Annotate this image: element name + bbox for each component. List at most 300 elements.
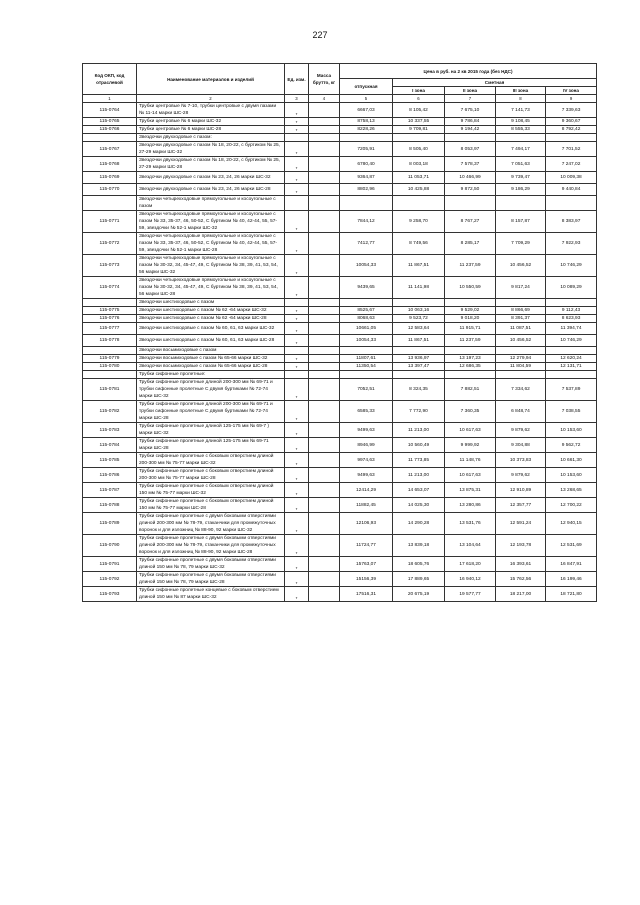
empty-cell bbox=[393, 196, 445, 211]
price-zone-1: 14 653,07 bbox=[393, 483, 445, 498]
item-name: Звездочки двухходовые с пазом № 23, 24, 26 марки ШС-32 bbox=[137, 172, 285, 184]
price-zone-2: 8 767,27 bbox=[445, 211, 496, 233]
item-name: Звездочки шестиходовые с пазом № 60, 61, 63 марки ШС-28 bbox=[137, 335, 285, 347]
item-mass bbox=[309, 233, 340, 255]
price-release: 6667,03 bbox=[340, 103, 393, 118]
price-zone-4: 10 089,29 bbox=[546, 277, 597, 299]
item-mass bbox=[309, 468, 340, 483]
price-zone-1: 11 213,00 bbox=[393, 423, 445, 438]
price-zone-2: 9 018,20 bbox=[445, 315, 496, 323]
price-zone-4: 10 661,30 bbox=[546, 453, 597, 468]
price-release: 9974,63 bbox=[340, 453, 393, 468]
group-header-row bbox=[83, 371, 597, 379]
item-code: 115-0773 bbox=[83, 255, 137, 277]
item-name: Трубки центровые № 7-10, трубки центровые с двумя пазами № 11-14 марки ШС-28 bbox=[137, 103, 285, 118]
header-zone-1: I зона bbox=[393, 87, 445, 95]
table-row bbox=[83, 103, 597, 118]
price-zone-3: 10 373,83 bbox=[496, 453, 546, 468]
price-release: 8228,26 bbox=[340, 126, 393, 134]
price-zone-2: 8 285,17 bbox=[445, 233, 496, 255]
item-code: 115-0774 bbox=[83, 277, 137, 299]
item-unit: т bbox=[285, 211, 309, 233]
price-zone-1: 17 889,65 bbox=[393, 572, 445, 587]
empty-cell bbox=[309, 299, 340, 307]
item-name: Трубки сифонные пролетные концевые с боковым отверстием длиной 150 мм № 87 марки ШС-32 bbox=[137, 587, 285, 602]
price-zone-4: 11 394,74 bbox=[546, 323, 597, 335]
item-code: 115-0764 bbox=[83, 103, 137, 118]
price-zone-3: 7 709,29 bbox=[496, 233, 546, 255]
price-zone-1: 18 605,76 bbox=[393, 557, 445, 572]
price-zone-4: 13 268,65 bbox=[546, 483, 597, 498]
price-release: 12106,93 bbox=[340, 513, 393, 535]
empty-cell bbox=[445, 371, 496, 379]
empty-cell bbox=[340, 299, 393, 307]
item-mass bbox=[309, 184, 340, 196]
item-unit: т bbox=[285, 126, 309, 134]
price-zone-4: 10 153,60 bbox=[546, 468, 597, 483]
empty-cell bbox=[496, 134, 546, 142]
price-zone-2: 16 940,12 bbox=[445, 572, 496, 587]
item-mass bbox=[309, 483, 340, 498]
item-code: 115-0789 bbox=[83, 513, 137, 535]
price-zone-2: 7 882,51 bbox=[445, 379, 496, 401]
price-zone-1: 13 936,97 bbox=[393, 355, 445, 363]
price-zone-1: 8 105,42 bbox=[393, 103, 445, 118]
table-row bbox=[83, 513, 597, 535]
price-release: 10054,33 bbox=[340, 335, 393, 347]
item-name: Звездочки четырехходовые прямоугольные и косоугольные с пазом № 30-32, 34, 45-47, 49, С буртиком № 38, 39, 41, 53, 54, 56 марки ШС-32 bbox=[137, 255, 285, 277]
item-unit: т bbox=[285, 315, 309, 323]
item-mass bbox=[309, 335, 340, 347]
item-code: 115-0793 bbox=[83, 587, 137, 602]
price-zone-2: 11 148,76 bbox=[445, 453, 496, 468]
price-zone-2: 10 466,99 bbox=[445, 172, 496, 184]
item-mass bbox=[309, 355, 340, 363]
price-zone-1: 13 397,47 bbox=[393, 363, 445, 371]
table-row bbox=[83, 557, 597, 572]
empty-cell bbox=[285, 134, 309, 142]
item-name: Звездочки восьмиходовые с пазом № 65-66 марки ШС-28 bbox=[137, 363, 285, 371]
column-number: 7 bbox=[445, 95, 496, 103]
item-name: Трубки сифонные пролетные длиной 200-300 мм № 69-71 и трубки сифонные пролетные С двумя буртиками № 72-74 марки ШС-28 bbox=[137, 401, 285, 423]
price-zone-2: 7 675,10 bbox=[445, 103, 496, 118]
item-unit: т bbox=[285, 323, 309, 335]
table-row bbox=[83, 438, 597, 453]
price-zone-3: 9 186,29 bbox=[496, 184, 546, 196]
item-unit: т bbox=[285, 142, 309, 157]
item-code: 115-0785 bbox=[83, 453, 137, 468]
price-zone-3: 15 762,56 bbox=[496, 572, 546, 587]
price-zone-3: 12 357,77 bbox=[496, 498, 546, 513]
price-release: 7205,91 bbox=[340, 142, 393, 157]
table-row bbox=[83, 157, 597, 172]
price-zone-4: 18 721,80 bbox=[546, 587, 597, 602]
item-unit: т bbox=[285, 572, 309, 587]
price-release: 15763,07 bbox=[340, 557, 393, 572]
item-mass bbox=[309, 157, 340, 172]
item-name: Звездочки шестиходовые с пазом № 62 -64 марки ШС-32 bbox=[137, 307, 285, 315]
empty-cell bbox=[393, 371, 445, 379]
price-zone-1: 11 773,85 bbox=[393, 453, 445, 468]
table-row bbox=[83, 277, 597, 299]
header-mass: Масса брутто, кг bbox=[309, 64, 340, 95]
item-name: Звездочки четырехходовые прямоугольные и косоугольные с пазом № 33, 35-37, 46, 50-52, С буртиком № 40, 42-44, 55, 57-59, звездочки № 52-1 марки ШС-32 bbox=[137, 211, 285, 233]
item-unit: т bbox=[285, 184, 309, 196]
empty-cell bbox=[340, 347, 393, 355]
table-row bbox=[83, 126, 597, 134]
item-name: Трубки сифонные пролетные длиной 200-300 мм № 69-71 и трубки сифонные пролетные С двумя буртиками № 72-74 марки ШС-32 bbox=[137, 379, 285, 401]
price-release: 9364,87 bbox=[340, 172, 393, 184]
price-zone-3: 8 391,37 bbox=[496, 315, 546, 323]
empty-cell bbox=[546, 196, 597, 211]
price-zone-2: 9 786,84 bbox=[445, 118, 496, 126]
item-name: Трубки центровые № 6 марки ШС-32 bbox=[137, 118, 285, 126]
price-zone-1: 9 258,70 bbox=[393, 211, 445, 233]
price-zone-3: 7 141,73 bbox=[496, 103, 546, 118]
price-zone-4: 9 562,72 bbox=[546, 438, 597, 453]
price-zone-4: 9 440,84 bbox=[546, 184, 597, 196]
item-code: 115-0781 bbox=[83, 379, 137, 401]
price-release: 9499,63 bbox=[340, 423, 393, 438]
item-unit: т bbox=[285, 255, 309, 277]
price-zone-2: 17 618,20 bbox=[445, 557, 496, 572]
price-zone-1: 10 425,88 bbox=[393, 184, 445, 196]
price-zone-4: 16 199,46 bbox=[546, 572, 597, 587]
group-code-cell bbox=[83, 299, 137, 307]
item-code: 115-0775 bbox=[83, 307, 137, 315]
price-zone-2: 13 280,86 bbox=[445, 498, 496, 513]
table-row bbox=[83, 335, 597, 347]
table-row bbox=[83, 211, 597, 233]
group-title: Звездочки восьмиходовые с пазом bbox=[137, 347, 285, 355]
header-zone-4: IV зона bbox=[546, 87, 597, 95]
price-release: 6780,40 bbox=[340, 157, 393, 172]
price-zone-4: 7 339,63 bbox=[546, 103, 597, 118]
column-number: 5 bbox=[340, 95, 393, 103]
price-zone-1: 13 839,18 bbox=[393, 535, 445, 557]
item-code: 115-0776 bbox=[83, 315, 137, 323]
price-zone-1: 20 675,19 bbox=[393, 587, 445, 602]
item-code: 115-0765 bbox=[83, 118, 137, 126]
item-name: Звездочки двухходовые с пазом № 23, 24, 26 марки ШС-28 bbox=[137, 184, 285, 196]
price-zone-2: 10 550,59 bbox=[445, 277, 496, 299]
table-row bbox=[83, 572, 597, 587]
table-row bbox=[83, 423, 597, 438]
price-zone-2: 9 872,50 bbox=[445, 184, 496, 196]
price-zone-3: 6 848,74 bbox=[496, 401, 546, 423]
price-zone-4: 16 847,91 bbox=[546, 557, 597, 572]
price-release: 8758,13 bbox=[340, 118, 393, 126]
item-name: Звездочки шестиходовые с пазом № 60, 61, 63 марки ШС-32 bbox=[137, 323, 285, 335]
price-zone-2: 11 915,71 bbox=[445, 323, 496, 335]
price-release: 11807,61 bbox=[340, 355, 393, 363]
item-name: Трубки центровые № 6 марки ШС-28 bbox=[137, 126, 285, 134]
price-zone-4: 7 038,55 bbox=[546, 401, 597, 423]
item-unit: т bbox=[285, 498, 309, 513]
item-code: 115-0778 bbox=[83, 335, 137, 347]
price-zone-2: 7 578,37 bbox=[445, 157, 496, 172]
column-number: 3 bbox=[285, 95, 309, 103]
table-row bbox=[83, 315, 597, 323]
item-unit: т bbox=[285, 157, 309, 172]
price-zone-2: 10 617,63 bbox=[445, 468, 496, 483]
price-zone-3: 7 051,63 bbox=[496, 157, 546, 172]
price-zone-1: 11 141,98 bbox=[393, 277, 445, 299]
empty-cell bbox=[546, 134, 597, 142]
empty-cell bbox=[496, 196, 546, 211]
empty-cell bbox=[445, 134, 496, 142]
header-zone-3: III зона bbox=[496, 87, 546, 95]
price-zone-2: 12 686,35 bbox=[445, 363, 496, 371]
price-zone-3: 8 555,33 bbox=[496, 126, 546, 134]
price-zone-3: 7 494,17 bbox=[496, 142, 546, 157]
price-zone-3: 11 804,59 bbox=[496, 363, 546, 371]
price-zone-3: 8 866,69 bbox=[496, 307, 546, 315]
item-code: 115-0770 bbox=[83, 184, 137, 196]
price-zone-1: 14 290,28 bbox=[393, 513, 445, 535]
item-mass bbox=[309, 142, 340, 157]
item-code: 115-0784 bbox=[83, 438, 137, 453]
item-mass bbox=[309, 513, 340, 535]
price-release: 15156,39 bbox=[340, 572, 393, 587]
price-zone-3: 12 279,94 bbox=[496, 355, 546, 363]
price-zone-1: 8 003,18 bbox=[393, 157, 445, 172]
item-unit: т bbox=[285, 307, 309, 315]
price-zone-4: 8 623,93 bbox=[546, 315, 597, 323]
table-row bbox=[83, 142, 597, 157]
price-zone-3: 10 456,52 bbox=[496, 335, 546, 347]
price-zone-1: 7 772,90 bbox=[393, 401, 445, 423]
price-release: 11882,45 bbox=[340, 498, 393, 513]
item-code: 115-0786 bbox=[83, 468, 137, 483]
price-release: 7052,51 bbox=[340, 379, 393, 401]
item-mass bbox=[309, 379, 340, 401]
item-unit: т bbox=[285, 423, 309, 438]
price-release: 9439,65 bbox=[340, 277, 393, 299]
item-code: 115-0768 bbox=[83, 157, 137, 172]
price-release: 9499,63 bbox=[340, 468, 393, 483]
price-zone-4: 7 247,02 bbox=[546, 157, 597, 172]
price-release: 8802,96 bbox=[340, 184, 393, 196]
item-code: 115-0788 bbox=[83, 498, 137, 513]
item-code: 115-0766 bbox=[83, 126, 137, 134]
column-number-row bbox=[83, 95, 597, 103]
item-name: Звездочки четырехходовые прямоугольные и косоугольные с пазом № 33, 35-37, 46, 50-52, С буртиком № 40, 42-44, 55, 57-59, звездочки № 52-1 марки ШС-28 bbox=[137, 233, 285, 255]
price-zone-3: 12 193,78 bbox=[496, 535, 546, 557]
table-row bbox=[83, 363, 597, 371]
item-unit: т bbox=[285, 438, 309, 453]
item-name: Трубки сифонные пролетные длиной 125-175 мм № 69-7 ) марки ШС-32 bbox=[137, 423, 285, 438]
price-table bbox=[82, 63, 597, 602]
item-code: 115-0791 bbox=[83, 557, 137, 572]
item-code: 115-0792 bbox=[83, 572, 137, 587]
item-unit: т bbox=[285, 557, 309, 572]
item-mass bbox=[309, 103, 340, 118]
item-code: 115-0771 bbox=[83, 211, 137, 233]
column-number: 2 bbox=[137, 95, 285, 103]
empty-cell bbox=[496, 299, 546, 307]
price-release: 6585,33 bbox=[340, 401, 393, 423]
price-zone-1: 11 867,51 bbox=[393, 255, 445, 277]
item-name: Трубки сифонные пролетные с боковым отверстием длиной 200-300 мм № 75-77 марки ШС-28 bbox=[137, 468, 285, 483]
item-mass bbox=[309, 172, 340, 184]
empty-cell bbox=[309, 134, 340, 142]
price-zone-4: 10 153,60 bbox=[546, 423, 597, 438]
price-zone-2: 11 237,59 bbox=[445, 335, 496, 347]
price-zone-4: 10 009,38 bbox=[546, 172, 597, 184]
header-price: Цена в руб. на 2 кв 2015 года (без НДС) bbox=[340, 64, 597, 79]
item-name: Трубки сифонные пролетные с боковым отверстием длиной 200-300 мм № 75-77 марки ШС-32 bbox=[137, 453, 285, 468]
price-zone-2: 9 529,02 bbox=[445, 307, 496, 315]
empty-cell bbox=[496, 347, 546, 355]
price-release: 17516,31 bbox=[340, 587, 393, 602]
page-number: 227 bbox=[312, 30, 328, 40]
price-zone-4: 7 922,93 bbox=[546, 233, 597, 255]
item-code: 115-0782 bbox=[83, 401, 137, 423]
price-zone-1: 9 709,81 bbox=[393, 126, 445, 134]
empty-cell bbox=[285, 196, 309, 211]
price-zone-3: 10 456,52 bbox=[496, 255, 546, 277]
price-zone-1: 11 867,51 bbox=[393, 335, 445, 347]
price-release: 7412,77 bbox=[340, 233, 393, 255]
price-release: 8068,63 bbox=[340, 315, 393, 323]
item-mass bbox=[309, 557, 340, 572]
price-zone-4: 12 620,24 bbox=[546, 355, 597, 363]
item-mass bbox=[309, 453, 340, 468]
empty-cell bbox=[393, 134, 445, 142]
price-zone-1: 9 523,72 bbox=[393, 315, 445, 323]
price-zone-4: 12 700,22 bbox=[546, 498, 597, 513]
item-unit: т bbox=[285, 118, 309, 126]
price-zone-2: 8 053,97 bbox=[445, 142, 496, 157]
table-row bbox=[83, 587, 597, 602]
empty-cell bbox=[496, 371, 546, 379]
item-mass bbox=[309, 126, 340, 134]
header-unit: Ед. изм. bbox=[285, 64, 309, 95]
item-name: Звездочки четырехходовые прямоугольные и косоугольные с пазом № 30-32, 34, 45-47, 49, С буртиком № 38, 39, 41, 53, 54, 56 марки ШС-28 bbox=[137, 277, 285, 299]
price-zone-1: 10 560,49 bbox=[393, 438, 445, 453]
item-unit: т bbox=[285, 233, 309, 255]
table-row bbox=[83, 468, 597, 483]
group-title: Звездочки двухходовые с пазом: bbox=[137, 134, 285, 142]
empty-cell bbox=[445, 196, 496, 211]
price-zone-4: 8 383,97 bbox=[546, 211, 597, 233]
item-mass bbox=[309, 572, 340, 587]
item-mass bbox=[309, 307, 340, 315]
table-row bbox=[83, 118, 597, 126]
price-release: 8525,67 bbox=[340, 307, 393, 315]
item-unit: т bbox=[285, 468, 309, 483]
table-row bbox=[83, 483, 597, 498]
column-number: 4 bbox=[309, 95, 340, 103]
item-code: 115-0783 bbox=[83, 423, 137, 438]
empty-cell bbox=[546, 371, 597, 379]
table-row bbox=[83, 379, 597, 401]
empty-cell bbox=[445, 347, 496, 355]
item-mass bbox=[309, 363, 340, 371]
item-mass bbox=[309, 323, 340, 335]
group-code-cell bbox=[83, 371, 137, 379]
price-zone-3: 7 334,62 bbox=[496, 379, 546, 401]
group-title: Звездочки шестиходовые с пазом bbox=[137, 299, 285, 307]
empty-cell bbox=[393, 347, 445, 355]
item-unit: т bbox=[285, 277, 309, 299]
price-zone-2: 9 194,42 bbox=[445, 126, 496, 134]
item-unit: т bbox=[285, 335, 309, 347]
price-zone-3: 9 108,45 bbox=[496, 118, 546, 126]
price-zone-4: 12 940,15 bbox=[546, 513, 597, 535]
price-zone-4: 10 746,29 bbox=[546, 255, 597, 277]
item-unit: т bbox=[285, 453, 309, 468]
column-number: 1 bbox=[83, 95, 137, 103]
price-zone-1: 14 025,30 bbox=[393, 498, 445, 513]
item-unit: т bbox=[285, 172, 309, 184]
price-zone-3: 12 910,89 bbox=[496, 483, 546, 498]
price-zone-4: 12 531,69 bbox=[546, 535, 597, 557]
empty-cell bbox=[393, 299, 445, 307]
item-mass bbox=[309, 587, 340, 602]
table-row bbox=[83, 323, 597, 335]
item-mass bbox=[309, 535, 340, 557]
group-code-cell bbox=[83, 134, 137, 142]
price-zone-3: 9 879,62 bbox=[496, 423, 546, 438]
table-row bbox=[83, 233, 597, 255]
item-code: 115-0779 bbox=[83, 355, 137, 363]
table-row bbox=[83, 255, 597, 277]
item-name: Звездочки восьмиходовые с пазом № 65-66 марки ШС-32 bbox=[137, 355, 285, 363]
item-name: Звездочки шестиходовые с пазом № 62 -64 марки ШС-28 bbox=[137, 315, 285, 323]
item-unit: т bbox=[285, 483, 309, 498]
empty-cell bbox=[546, 299, 597, 307]
column-number: 9 bbox=[546, 95, 597, 103]
price-release: 10054,33 bbox=[340, 255, 393, 277]
group-code-cell bbox=[83, 347, 137, 355]
price-zone-4: 10 746,29 bbox=[546, 335, 597, 347]
price-release: 10661,05 bbox=[340, 323, 393, 335]
item-code: 115-0772 bbox=[83, 233, 137, 255]
empty-cell bbox=[340, 371, 393, 379]
price-zone-1: 8 749,56 bbox=[393, 233, 445, 255]
empty-cell bbox=[340, 196, 393, 211]
column-number: 6 bbox=[393, 95, 445, 103]
group-header-row bbox=[83, 347, 597, 355]
price-zone-3: 18 217,00 bbox=[496, 587, 546, 602]
price-zone-2: 11 237,59 bbox=[445, 255, 496, 277]
item-mass bbox=[309, 211, 340, 233]
item-unit: т bbox=[285, 103, 309, 118]
price-release: 7844,12 bbox=[340, 211, 393, 233]
price-zone-3: 9 817,24 bbox=[496, 277, 546, 299]
item-code: 115-0787 bbox=[83, 483, 137, 498]
table-row bbox=[83, 184, 597, 196]
price-zone-2: 13 875,31 bbox=[445, 483, 496, 498]
item-mass bbox=[309, 255, 340, 277]
item-mass bbox=[309, 118, 340, 126]
item-unit: т bbox=[285, 401, 309, 423]
table-row bbox=[83, 535, 597, 557]
group-header-row bbox=[83, 134, 597, 142]
item-mass bbox=[309, 277, 340, 299]
price-zone-1: 8 324,35 bbox=[393, 379, 445, 401]
price-zone-2: 9 999,92 bbox=[445, 438, 496, 453]
empty-cell bbox=[445, 299, 496, 307]
item-name: Звездочки двухходовые с пазом № 18, 20-22, с буртиком № 25, 27-29 марки ШС-28 bbox=[137, 157, 285, 172]
header-release: отпускная bbox=[340, 79, 393, 95]
item-name: Трубки сифонные пролетные с двумя боковыми отверстиями длиной 200-300 мм № 78-79, стаканчики для промежуточных воронок и для изложниц № 88-90, 92 марки ШС-32 bbox=[137, 513, 285, 535]
item-unit: т bbox=[285, 587, 309, 602]
item-name: Трубки сифонные пролетные длиной 125-175 мм № 69-71 марки ШС-28 bbox=[137, 438, 285, 453]
item-mass bbox=[309, 423, 340, 438]
